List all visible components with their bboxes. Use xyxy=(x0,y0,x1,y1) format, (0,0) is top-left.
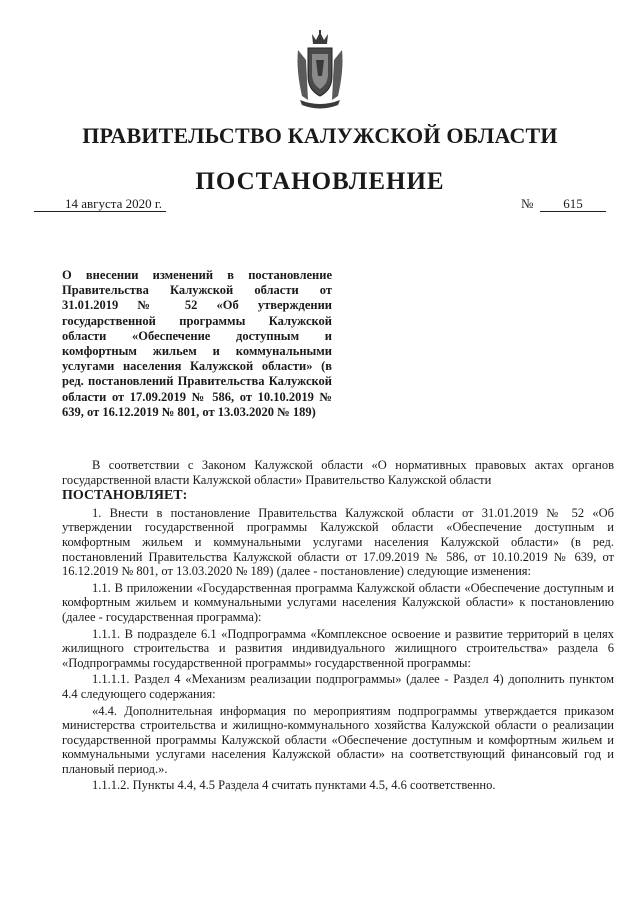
paragraph-1-1-1: 1.1.1. В подразделе 6.1 «Подпрограмма «Комплексное освоение и развитие территорий в целях жилищного строительства и развития индивидуального жилищного строительства» раздела 6 «Подпрограммы государственной программы» государственной программы: xyxy=(62,626,614,670)
preamble-paragraph: В соответствии с Законом Калужской области «О нормативных правовых актах органов государственной власти Калужской области» Правительство Калужской области xyxy=(62,458,614,487)
document-date: 14 августа 2020 г. xyxy=(34,196,166,212)
subject-text: О внесении изменений в постановление Правительства Калужской области от 31.01.2019 № 52 «Об утверждении государственной программы Калужской области «Обеспечение доступным и комфортным жильем и коммунальными услугами населения Калужской области» (в ред. постановлений Правительства Калужской области от 17.09.2019 № 586, от 10.10.2019 № 639, от 16.12.2019 № 801, от 13.03.2020 № 189) xyxy=(62,268,332,419)
document-type: ПОСТАНОВЛЕНИЕ xyxy=(195,168,445,195)
paragraph-1-1-1-1: 1.1.1.1. Раздел 4 «Механизм реализации подпрограммы» (далее - Раздел 4) дополнить пунктом 4.4 следующего содержания: xyxy=(62,672,614,701)
paragraph-1-1: 1.1. В приложении «Государственная программа Калужской области «Обеспечение доступным и комфортным жильем и коммунальными услугами населения Калужской области» к постановлению (далее - государственная программа): xyxy=(62,580,614,624)
coat-of-arms-emblem xyxy=(290,30,350,110)
paragraph-1-1-1-2: 1.1.1.2. Пункты 4.4, 4.5 Раздела 4 считать пунктами 4.5, 4.6 соответственно. xyxy=(92,778,496,793)
number-label: № xyxy=(521,196,534,211)
decree-body xyxy=(62,458,614,795)
paragraph-4-4: «4.4. Дополнительная информация по мероприятиям подпрограммы утверждается приказом министерства строительства и жилищно-коммунального хозяйства Калужской области о реализации государственной программы Калужской области «Обеспечение доступным и комфортным жильем и коммунальными услугами населения Калужской области» на соответствующий финансовый год и плановый период.». xyxy=(62,703,614,776)
decree-subject xyxy=(62,268,332,420)
decree-word: ПОСТАНОВЛЯЕТ: xyxy=(62,488,188,504)
government-name: ПРАВИТЕЛЬСТВО КАЛУЖСКОЙ ОБЛАСТИ xyxy=(82,123,558,148)
paragraph-1: 1. Внести в постановление Правительства Калужской области от 31.01.2019 № 52 «Об утверждении государственной программы Калужской области «Обеспечение доступным и комфортным жильем и коммунальными услугами населения Калужской области» (в ред. постановлений Правительства Калужской области от 17.09.2019 № 586, от 10.10.2019 № 639, от 16.12.2019 № 801, от 13.03.2020 № 189) (далее - постановление) следующие изменения: xyxy=(62,505,614,579)
document-number: 615 xyxy=(540,196,606,212)
